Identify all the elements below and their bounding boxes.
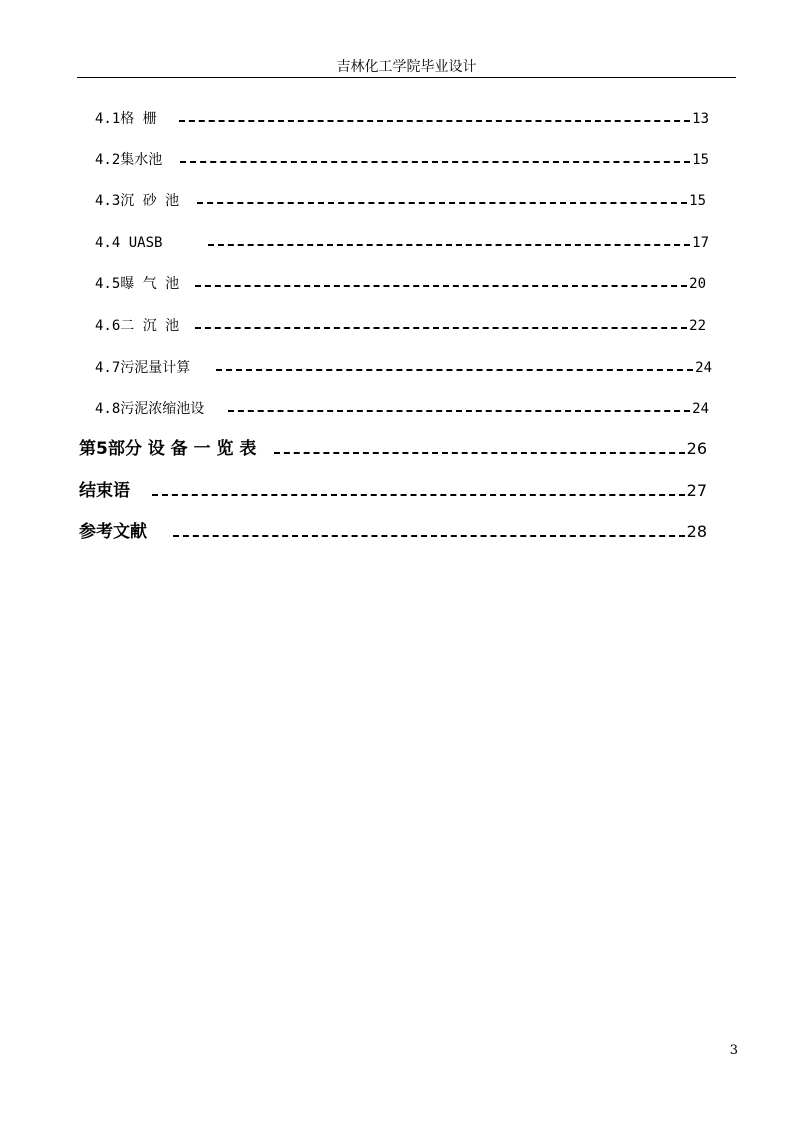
toc-entry[interactable]	[95, 275, 706, 293]
toc-entry-label: 4.3沉 砂 池	[95, 193, 180, 209]
dot-leader	[208, 244, 690, 246]
toc-entry[interactable]	[95, 192, 706, 210]
header-divider	[77, 77, 736, 78]
toc-entry[interactable]	[95, 151, 709, 169]
dot-leader	[216, 369, 693, 371]
toc-entry-label: 4.4 UASB	[95, 235, 163, 251]
toc-entry-label: 4.8污泥浓缩池设	[95, 401, 205, 417]
toc-entry-page: 26	[686, 439, 707, 458]
toc-entry-page: 13	[692, 111, 709, 127]
toc-entry-label: 4.6二 沉 池	[95, 318, 180, 334]
toc-entry-page: 24	[695, 360, 712, 376]
toc-entry-label: 4.2集水池	[95, 152, 163, 168]
toc-entry-page: 17	[692, 235, 709, 251]
toc-entry-label: 结束语	[79, 481, 130, 501]
toc-entry-label: 4.7污泥量计算	[95, 360, 191, 376]
toc-entry[interactable]	[95, 400, 709, 418]
dot-leader	[180, 161, 690, 163]
toc-chapter-entry[interactable]	[79, 521, 707, 543]
running-header: 吉林化工学院毕业设计	[336, 59, 477, 75]
toc-entry-page: 24	[692, 401, 709, 417]
toc-entry-page: 15	[689, 193, 706, 209]
toc-entry-label: 参考文献	[79, 522, 147, 542]
dot-leader	[195, 327, 687, 329]
dot-leader	[228, 410, 690, 412]
dot-leader	[179, 120, 690, 122]
toc-entry-page: 15	[692, 152, 709, 168]
toc-entry[interactable]	[95, 234, 709, 252]
page-number: 3	[729, 1043, 738, 1058]
toc-entry-label: 第5部分 设 备 一 览 表	[79, 439, 257, 459]
dot-leader	[197, 202, 687, 204]
toc-entry-page: 27	[686, 481, 707, 500]
dot-leader	[195, 285, 687, 287]
dot-leader	[274, 452, 684, 454]
toc-chapter-entry[interactable]	[79, 480, 707, 502]
toc-chapter-entry[interactable]	[79, 438, 707, 460]
dot-leader	[152, 494, 685, 496]
toc-entry[interactable]	[95, 317, 706, 335]
toc-entry-page: 22	[689, 318, 706, 334]
toc-entry-label: 4.1格 栅	[95, 111, 157, 127]
toc-entry[interactable]	[95, 110, 709, 128]
toc-entry[interactable]	[95, 359, 712, 377]
toc-entry-label: 4.5曝 气 池	[95, 276, 180, 292]
toc-entry-page: 20	[689, 276, 706, 292]
dot-leader	[173, 535, 685, 537]
toc-entry-page: 28	[686, 522, 707, 541]
